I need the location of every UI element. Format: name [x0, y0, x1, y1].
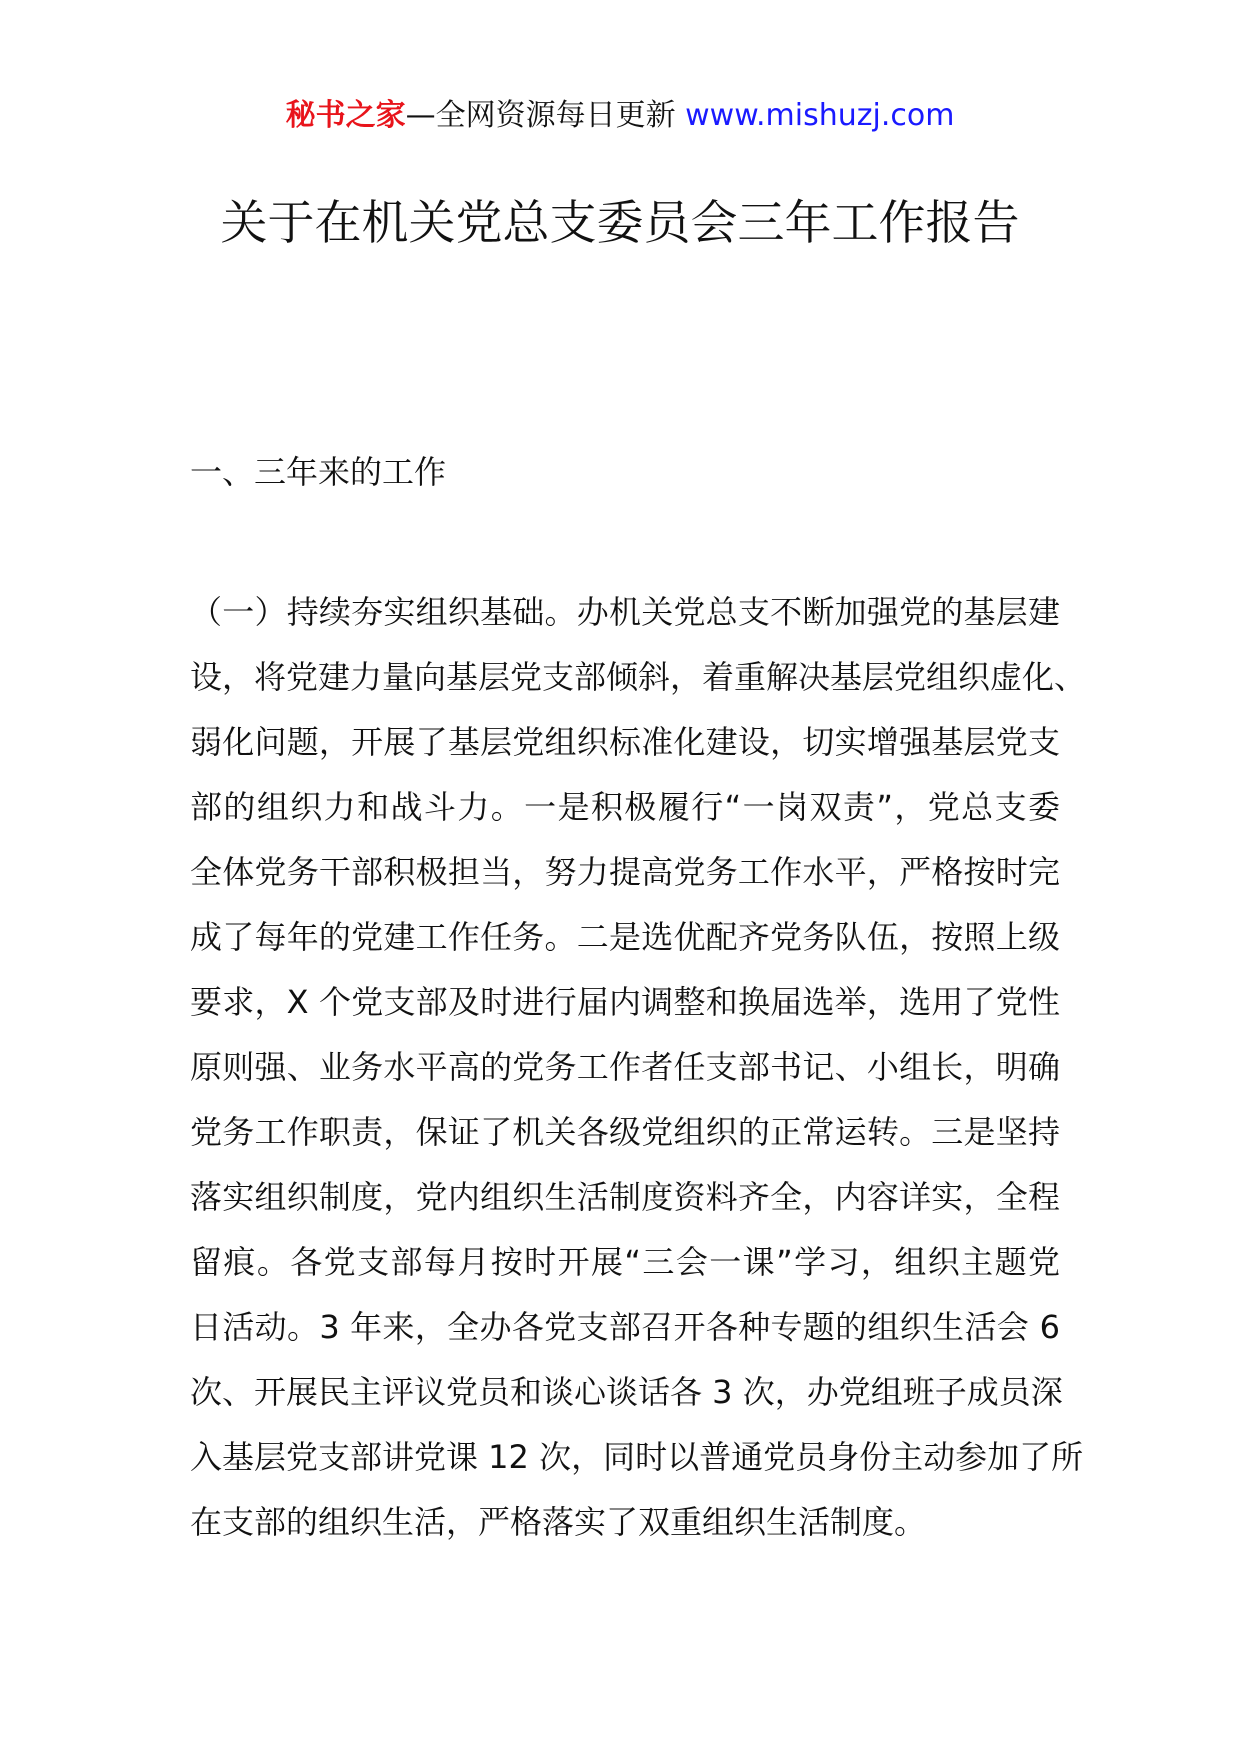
site-url-link[interactable]: www.mishuzj.com	[685, 98, 955, 133]
paragraph-line: 全体党务干部积极担当，努力提高党务工作水平，严格按时完	[190, 853, 1060, 891]
document-title: 关于在机关党总支委员会三年工作报告	[220, 196, 1020, 251]
paragraph-line: 成了每年的党建工作任务。二是选优配齐党务队伍，按照上级	[190, 918, 1060, 956]
paragraph-line: 原则强、业务水平高的党务工作者任支部书记、小组长，明确	[190, 1048, 1060, 1086]
section-heading: 一、三年来的工作	[190, 453, 447, 491]
paragraph-line: 落实组织制度，党内组织生活制度资料齐全，内容详实，全程	[190, 1178, 1060, 1216]
paragraph-line: 部的组织力和战斗力。一是积极履行“一岗双责”，党总支委	[190, 788, 1060, 826]
paragraph-line: 党务工作职责，保证了机关各级党组织的正常运转。三是坚持	[190, 1113, 1060, 1151]
paragraph-line: 留痕。各党支部每月按时开展“三会一课”学习，组织主题党	[190, 1243, 1060, 1281]
body-paragraph	[190, 580, 1087, 1555]
paragraph-line: 次、开展民主评议党员和谈心谈话各 3 次，办党组班子成员深	[190, 1373, 1063, 1411]
brand-name: 秘书之家	[285, 98, 406, 133]
paragraph-line: 设，将党建力量向基层党支部倾斜，着重解决基层党组织虚化、	[190, 658, 1087, 696]
paragraph-line: （一）持续夯实组织基础。办机关党总支不断加强党的基层建	[190, 593, 1060, 631]
header-tagline: —全网资源每日更新	[405, 98, 676, 133]
paragraph-line: 在支部的组织生活，严格落实了双重组织生活制度。	[190, 1503, 927, 1541]
site-header	[0, 96, 1240, 136]
paragraph-line: 日活动。3 年来，全办各党支部召开各种专题的组织生活会 6	[190, 1308, 1060, 1346]
paragraph-line: 弱化问题，开展了基层党组织标准化建设，切实增强基层党支	[190, 723, 1060, 761]
paragraph-line: 入基层党支部讲党课 12 次，同时以普通党员身份主动参加了所	[190, 1438, 1084, 1476]
paragraph-line: 要求，X 个党支部及时进行届内调整和换届选举，选用了党性	[190, 983, 1060, 1021]
